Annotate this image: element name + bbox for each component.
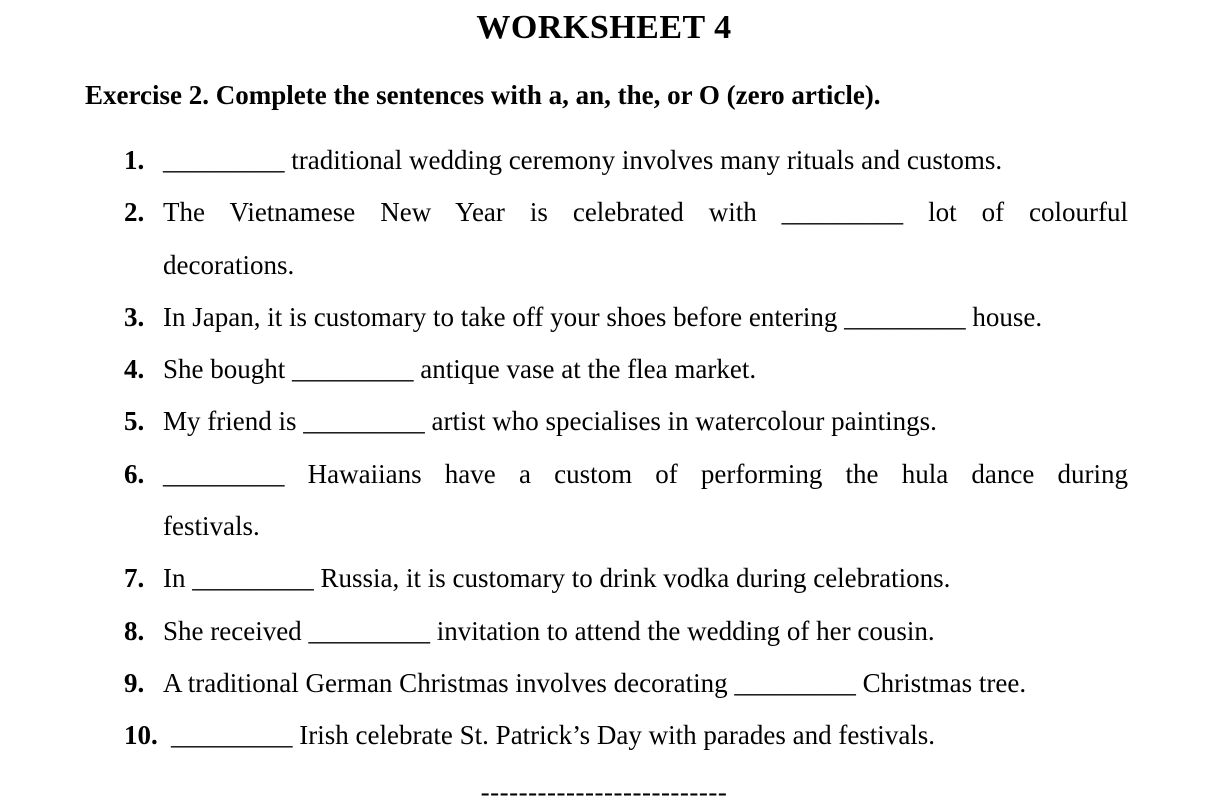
answer-blank[interactable]: _________ (308, 615, 430, 646)
item-number: 1. (124, 145, 145, 175)
item-text: artist who specialises in watercolour paintings. (424, 406, 937, 437)
item-text: invitation to attend the wedding of her cousin. (429, 615, 935, 646)
exercise-item-10 (124, 709, 1128, 761)
answer-blank[interactable]: _________ (781, 197, 904, 228)
exercise-item-6 (124, 448, 1128, 553)
exercise-item-5 (124, 395, 1128, 447)
item-text: lot of colourful (928, 197, 1129, 228)
item-number: 7. (124, 563, 145, 594)
answer-blank[interactable]: _________ (171, 720, 293, 751)
item-number: 8. (124, 615, 145, 646)
item-text: traditional wedding ceremony involves many rituals and customs. (284, 145, 1003, 175)
item-text: Irish celebrate St. Patrick’s Day with parades and festivals. (292, 720, 936, 751)
exercise-item-9 (124, 657, 1128, 709)
item-number: 5. (124, 406, 145, 437)
answer-blank[interactable]: _________ (303, 406, 425, 437)
item-text: My friend is (163, 406, 304, 437)
item-text: She received (163, 615, 309, 646)
item-text: The Vietnamese New Year is celebrated with (163, 197, 757, 228)
item-number: 3. (124, 301, 145, 332)
item-number: 4. (124, 354, 145, 385)
exercise-item-7 (124, 552, 1128, 604)
item-text: A traditional German Christmas involves decorating (163, 667, 735, 698)
exercise-item-2 (124, 186, 1128, 291)
section-divider: -------------------------- (480, 777, 728, 807)
item-number: 9. (124, 667, 145, 698)
answer-blank[interactable]: _________ (163, 145, 285, 175)
answer-blank[interactable]: _________ (734, 667, 856, 698)
worksheet-title: WORKSHEET 4 (476, 9, 732, 46)
exercise-list (124, 134, 1128, 762)
exercise-item-3 (124, 291, 1128, 343)
item-text-continued: decorations. (163, 249, 295, 280)
item-number: 6. (124, 458, 145, 489)
item-text: She bought (163, 354, 293, 385)
answer-blank[interactable]: _________ (844, 301, 966, 332)
item-number: 10. (124, 720, 158, 751)
exercise-item-4 (124, 343, 1128, 395)
item-text: house. (965, 301, 1043, 332)
item-number: 2. (124, 197, 145, 228)
answer-blank[interactable]: _________ (163, 458, 285, 489)
item-text: Russia, it is customary to drink vodka during celebrations. (313, 563, 951, 594)
exercise-item-8 (124, 605, 1128, 657)
exercise-item-1 (124, 134, 1128, 186)
exercise-instruction: Exercise 2. Complete the sentences with a, an, the, or O (zero article). (85, 80, 881, 110)
answer-blank[interactable]: _________ (192, 563, 314, 594)
item-text: In (163, 563, 193, 594)
item-text-continued: festivals. (163, 511, 260, 542)
item-text: Hawaiians have a custom of performing the hula dance during (307, 458, 1128, 489)
item-text: In Japan, it is customary to take off your shoes before entering (163, 301, 845, 332)
answer-blank[interactable]: _________ (292, 354, 414, 385)
item-text: Christmas tree. (855, 667, 1027, 698)
item-text: antique vase at the flea market. (413, 354, 757, 385)
